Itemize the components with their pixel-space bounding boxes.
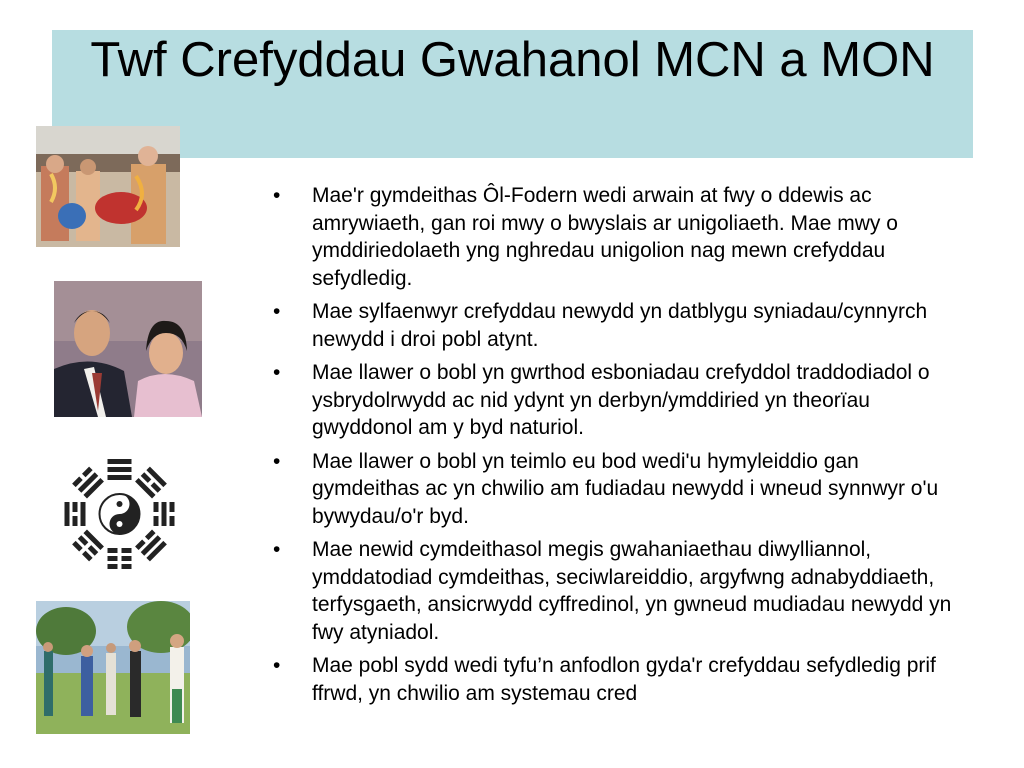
bagua-yin-yang-icon bbox=[62, 455, 177, 573]
list-item bbox=[270, 359, 970, 442]
list-item bbox=[270, 448, 970, 531]
list-item bbox=[270, 536, 970, 646]
bullet-text: Mae pobl sydd wedi tyfu’n anfodlon gyda'r crefyddau sefydledig prif ffrwd, yn chwilio am systemau cred bbox=[312, 654, 936, 705]
bullet-marker: • bbox=[273, 361, 281, 384]
bullet-list bbox=[270, 182, 970, 713]
hare-krishna-photo bbox=[36, 126, 180, 247]
bullet-marker: • bbox=[273, 449, 281, 473]
bullet-marker: • bbox=[273, 654, 281, 677]
outdoor-gathering-photo bbox=[36, 601, 190, 734]
list-item bbox=[270, 298, 970, 353]
list-item bbox=[270, 652, 970, 707]
slide-title: Twf Crefyddau Gwahanol MCN a MON bbox=[90, 33, 935, 87]
bullet-marker: • bbox=[273, 300, 281, 323]
bullet-marker: • bbox=[273, 184, 281, 207]
bullet-text: Mae llawer o bobl yn teimlo eu bod wedi'u hymyleiddio gan gymdeithas ac yn chwilio am fudiadau newydd i wneud synnwyr o'u bywydau/o'r byd. bbox=[312, 449, 939, 528]
bullet-text: Mae sylfaenwyr crefyddau newydd yn datblygu syniadau/cynnyrch newydd i droi pobl atynt. bbox=[312, 300, 928, 351]
bullet-text: Mae llawer o bobl yn gwrthod esboniadau crefyddol traddodiadol o ysbrydolrwydd ac nid ydynt yn derbyn/ymddiried yn theorïau gwyddonol am y byd naturiol. bbox=[312, 361, 930, 439]
bullet-marker: • bbox=[273, 538, 281, 561]
bullet-text: Mae newid cymdeithasol megis gwahaniaethau diwylliannol, ymddatodiad cymdeithas, seciwlareiddio, argyfwng adnabyddiaeth, terfysgaeth, ansicrwydd cyffredinol, yn gwneud mudiadau newydd yn fwy atyniadol. bbox=[312, 538, 952, 644]
bullet-text: Mae'r gymdeithas Ôl-Fodern wedi arwain at fwy o ddewis ac amrywiaeth, gan roi mwy o bwyslais ar unigoliaeth. Mae mwy o ymddiriedolaeth yng nghredau unigolion nag mewn crefyddau sefydledig. bbox=[312, 184, 898, 290]
couple-portrait-photo bbox=[54, 281, 202, 417]
list-item bbox=[270, 182, 970, 292]
